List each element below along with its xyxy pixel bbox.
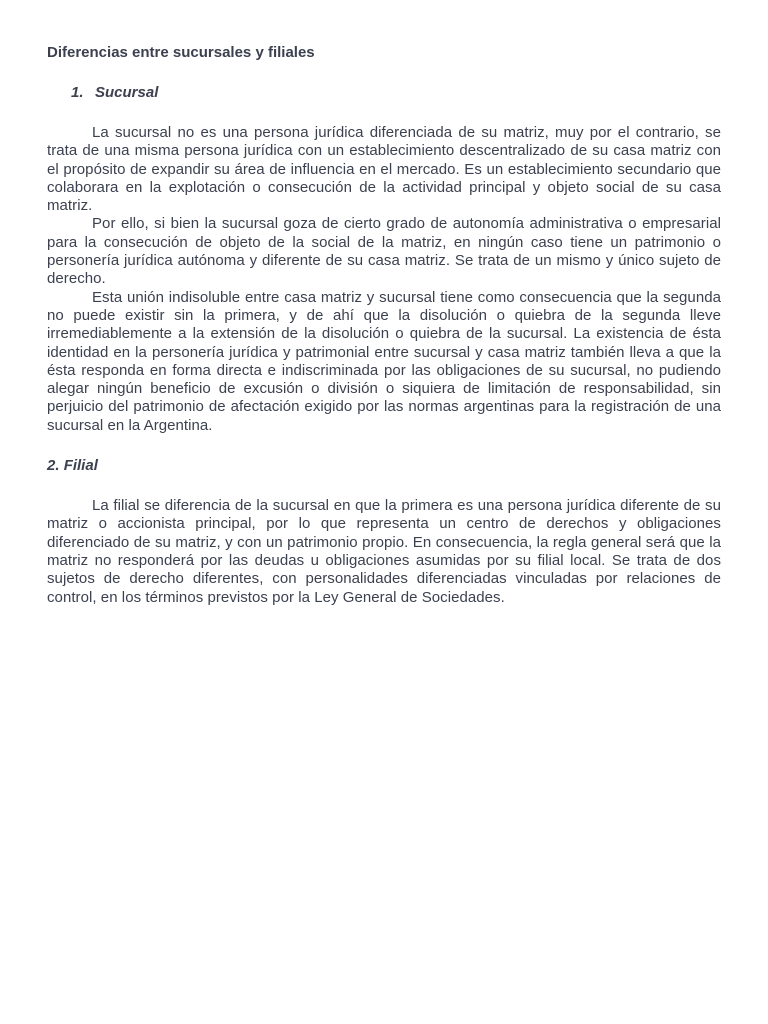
section-title: Filial — [63, 457, 98, 475]
section-body-filial — [47, 497, 721, 607]
section-heading-filial — [47, 457, 721, 475]
paragraph: Por ello, si bien la sucursal goza de cierto grado de autonomía administrativa o empresarial para la consecución de objeto de la social de la matriz, en ningún caso tiene un patrimonio o personería jurídica autónoma y diferente de su casa matriz. Se trata de un mismo y único sujeto de derecho. — [47, 215, 721, 288]
paragraph: La filial se diferencia de la sucursal en que la primera es una persona jurídica diferente de su matriz o accionista principal, por lo que representa un centro de derechos y obligaciones diferenciado de su matriz, y con un patrimonio propio. En consecuencia, la regla general será que la matriz no responderá por las deudas u obligaciones asumidas por su filial local. Se trata de dos sujetos de derecho diferentes, con personalidades diferenciadas vinculadas por relaciones de control, en los términos previstos por la Ley General de Sociedades. — [47, 497, 721, 606]
section-number: 2. — [47, 457, 60, 475]
section-number: 1. — [71, 84, 84, 101]
document-title: Diferencias entre sucursales y filiales — [47, 44, 315, 61]
section-title: Sucursal — [95, 84, 159, 101]
paragraph: La sucursal no es una persona jurídica diferenciada de su matriz, muy por el contrario, se trata de una misma persona jurídica con un establecimiento descentralizado de su casa matriz con el propósito de expandir su área de influencia en el mercado. Es un establecimiento secundario que colaborara en la explotación o consecución de la actividad principal y objeto social de su casa matriz. — [47, 124, 721, 215]
section-heading-sucursal — [47, 84, 721, 102]
document-page — [47, 40, 721, 607]
paragraph: Esta unión indisoluble entre casa matriz y sucursal tiene como consecuencia que la segunda no puede existir sin la primera, y de ahí que la disolución o quiebra de la segunda lleve irremediablemente a la extensión de la disolución o quiebra de la sucursal. La existencia de ésta identidad en la personería jurídica y patrimonial entre sucursal y casa matriz también lleva a que la ésta responda en forma directa e indiscriminada por las obligaciones de su sucursal, no pudiendo alegar ningún beneficio de excusión o división o siquiera de limitación de responsabilidad, sin perjuicio del patrimonio de afectación exigido por las normas argentinas para la registración de una sucursal en la Argentina. — [47, 288, 721, 434]
section-body-sucursal — [47, 124, 721, 435]
